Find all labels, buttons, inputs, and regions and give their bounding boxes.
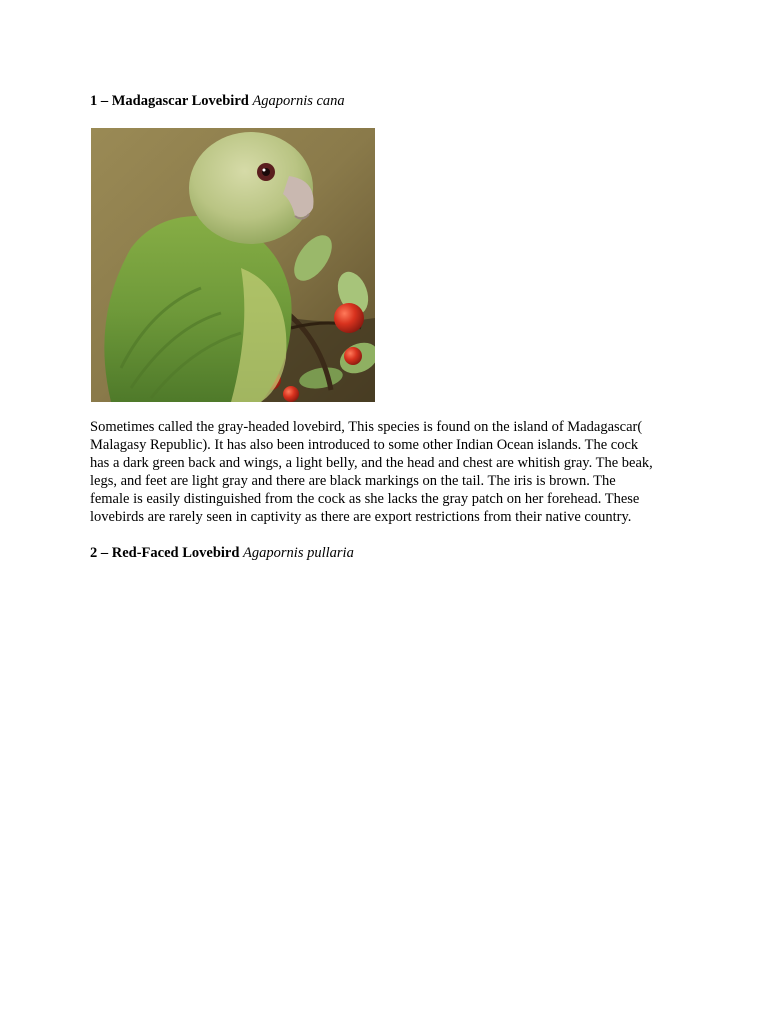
section-1-title: 1 – Madagascar Lovebird bbox=[90, 93, 249, 109]
section-2-heading bbox=[90, 544, 354, 562]
madagascar-lovebird-photo bbox=[91, 128, 375, 402]
description-line: lovebirds are rarely seen in captivity as there are export restrictions from their native country. bbox=[90, 509, 632, 525]
section-1-heading bbox=[90, 92, 345, 110]
section-1-description bbox=[90, 418, 690, 526]
section-2-title: 2 – Red-Faced Lovebird bbox=[90, 545, 240, 561]
section-2-scientific-name: Agapornis pullaria bbox=[243, 545, 354, 561]
description-line: female is easily distinguished from the cock as she lacks the gray patch on her forehead. These bbox=[90, 491, 640, 507]
description-line: Sometimes called the gray-headed lovebird, This species is found on the island of Madagascar( bbox=[90, 419, 643, 435]
description-line: legs, and feet are light gray and there are black markings on the tail. The iris is brown. The bbox=[90, 473, 616, 489]
description-line: has a dark green back and wings, a light belly, and the head and chest are whitish gray. The beak, bbox=[90, 455, 653, 471]
description-line: Malagasy Republic). It has also been introduced to some other Indian Ocean islands. The cock bbox=[90, 437, 639, 453]
section-1-scientific-name: Agapornis cana bbox=[252, 93, 345, 109]
